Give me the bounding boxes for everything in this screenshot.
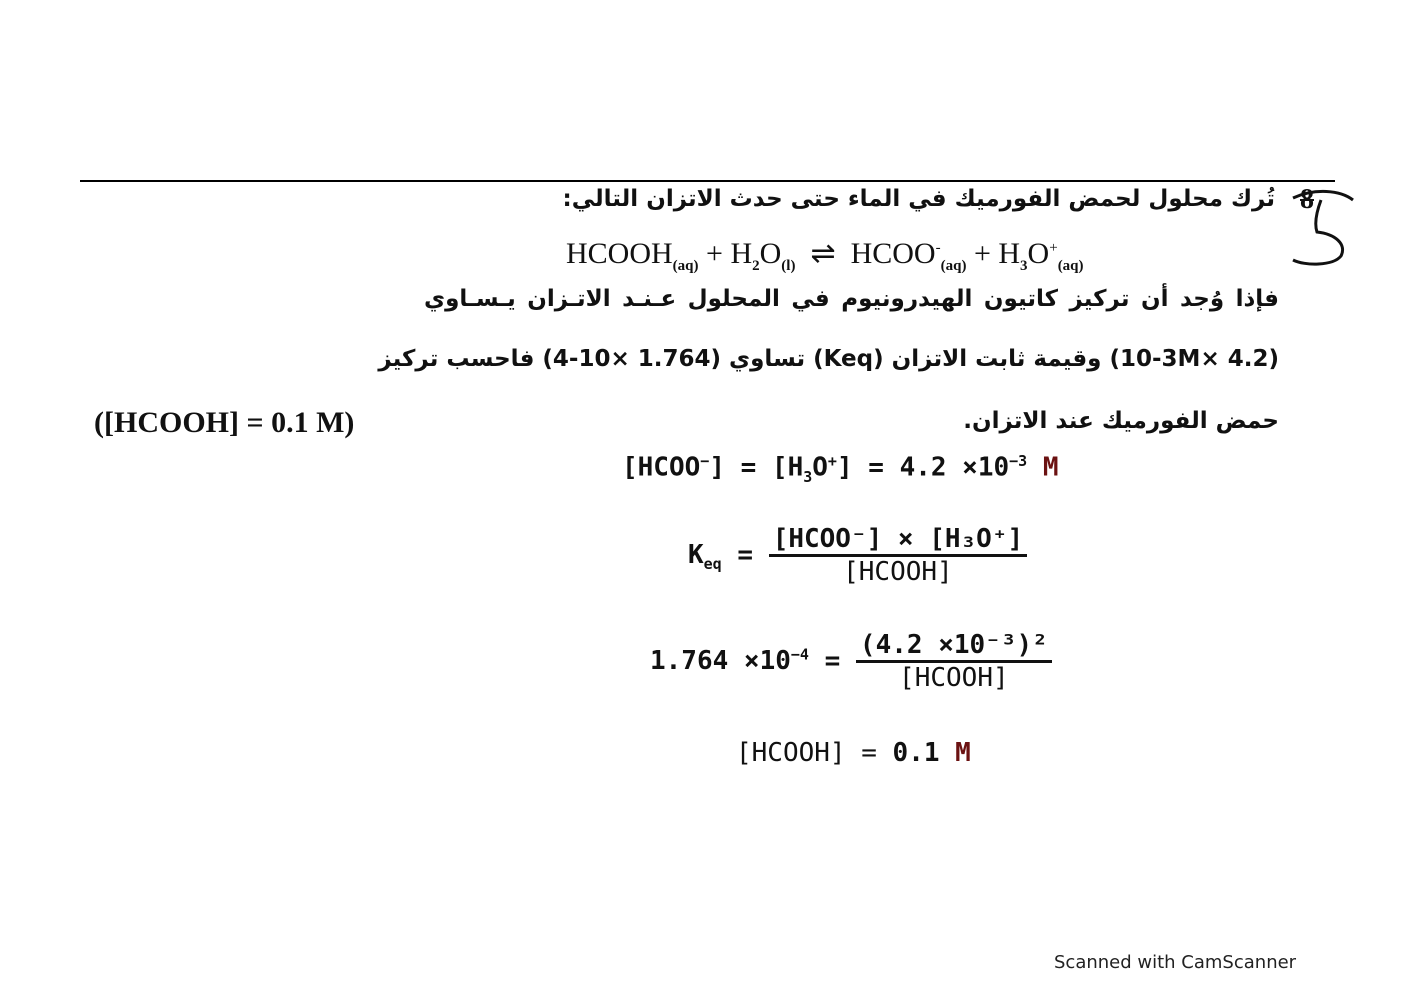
handwritten-score-mark [1285,186,1355,270]
top-rule [80,180,1335,182]
question-number: 8 [1300,184,1314,215]
question-text-line4: حمض الفورميك عند الاتزان. [963,408,1279,434]
solution-step-keq-expression: $K_{eq}$ = $\frac{\text{[HCOO⁻] × [H₃O⁺]}}{\text{[HCOOH]}}$ [688,524,1027,587]
scanner-watermark: Scanned with CamScanner [1054,952,1297,973]
solution-step-substitution: $1.764 \times 10^{-4}$ = $\frac{\text{(4.2 ×10⁻³)²}}{\text{[HCOOH]}}$ [650,630,1052,693]
equilibrium-equation: $HCOOH_{(aq)} + H_2O_{(l)}$ ⇌ $HCOO^-_{(aq)} + H_3O^+_{(aq)}$ [566,237,1084,274]
question-text-line2: فإذا وُجد أن تركيز كاتيون الهيدرونيوم في المحلول عـنـد الاتـزان يـسـاوي [424,286,1279,312]
question-text-line3: (4.2 ×10-3M) وقيمة ثابت الاتزان (Keq) تساوي (1.764 ×10-4) فاحسب تركيز [378,346,1279,372]
final-answer: ([HCOOH] = 0.1 M) [94,406,355,439]
question-intro-text: تُرك محلول لحمض الفورميك في الماء حتى حدث الاتزان التالي: [562,186,1275,212]
solution-step-concentrations: [HCOO−] = $[H_3O^+] = 4.2 \times 10^{-3}$ M [622,452,1059,486]
keq-fraction: $\frac{\text{[HCOO⁻] × [H₃O⁺]}}{\text{[HCOOH]}}$ [769,524,1027,587]
solution-step-result: [HCOOH] = 0.1 M [736,738,971,768]
substitution-fraction: $\frac{\text{(4.2 ×10⁻³)²}}{\text{[HCOOH]}}$ [856,630,1052,693]
